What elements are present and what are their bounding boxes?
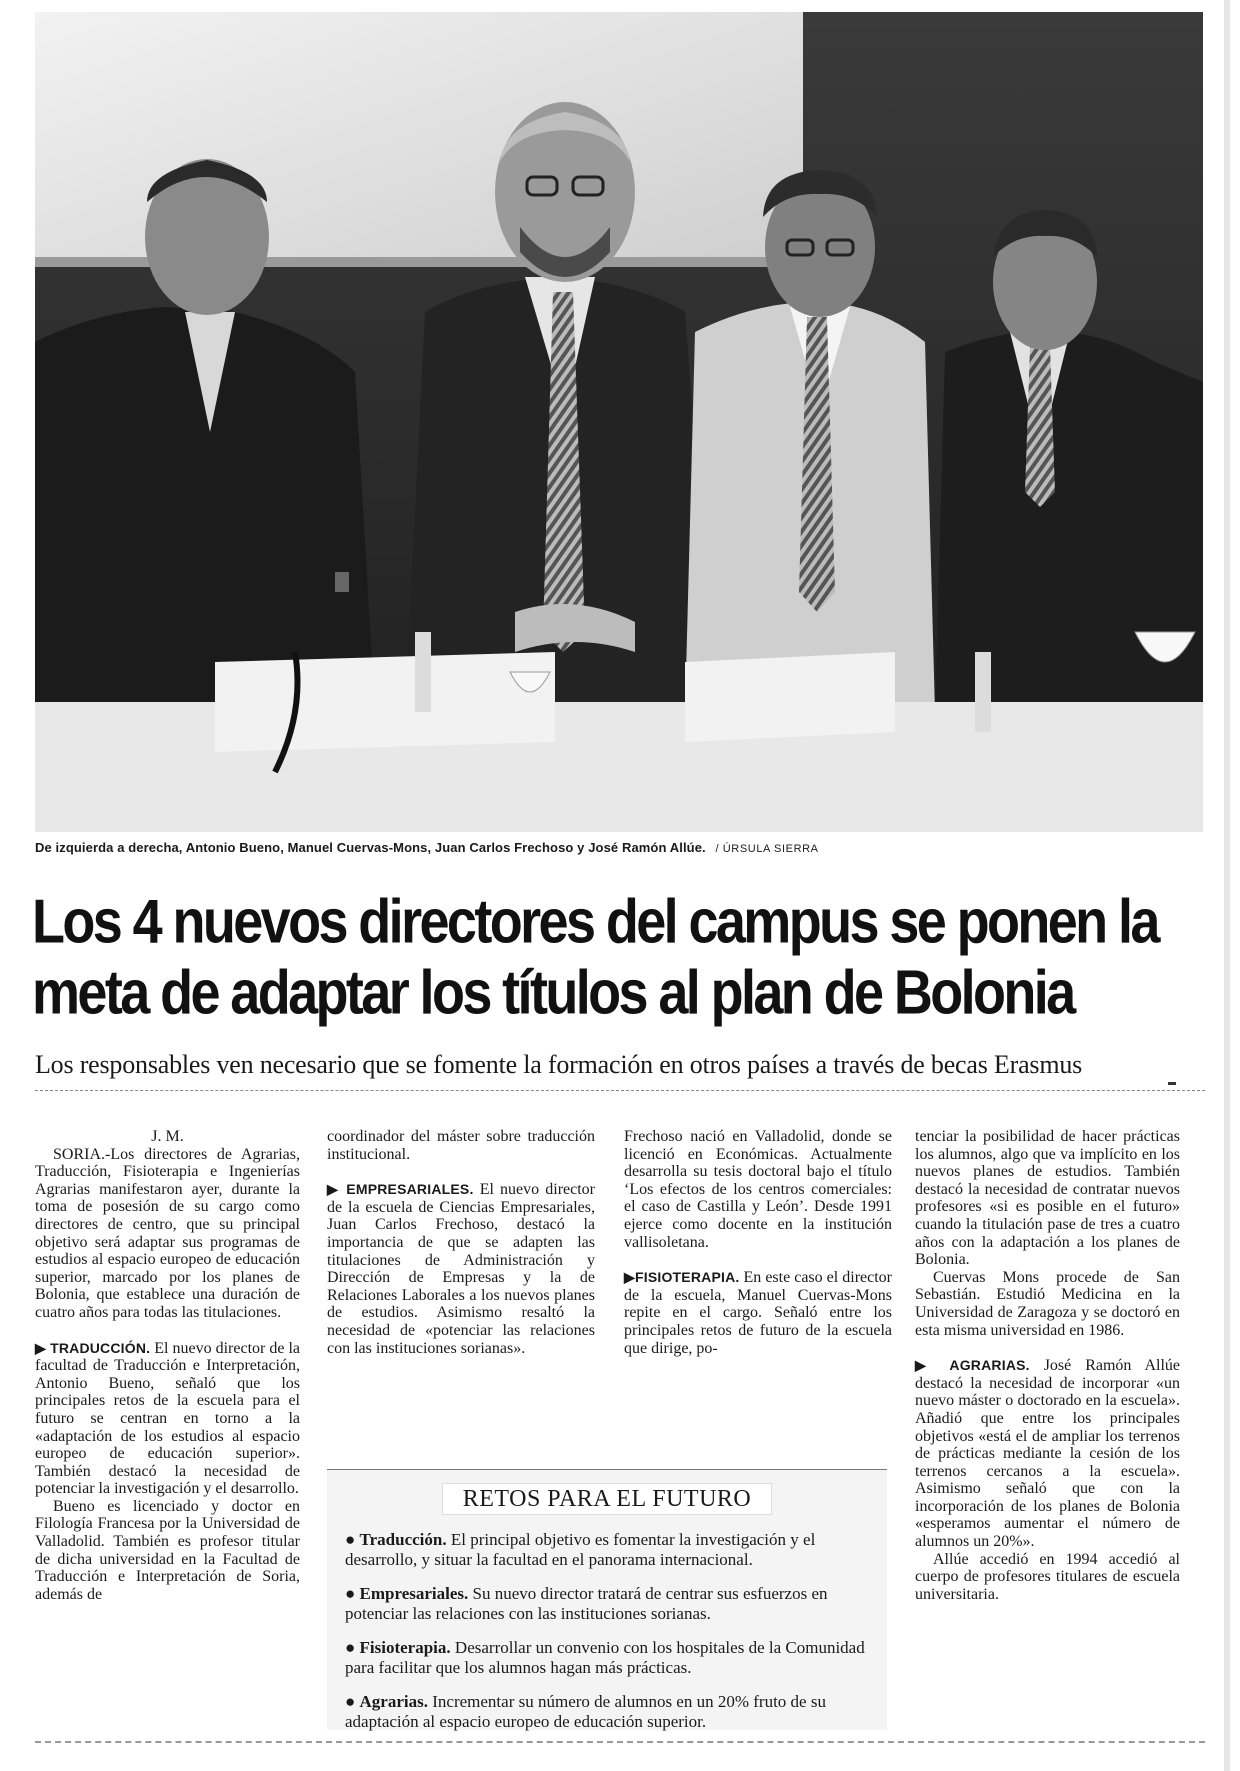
paragraph: coordinador del máster sobre traducción institucional. <box>327 1128 595 1163</box>
divider <box>35 1090 1205 1091</box>
photo-illustration <box>35 12 1203 832</box>
article-column-2 <box>327 1128 595 1357</box>
bullet-icon: ● <box>345 1692 356 1711</box>
headline: Los 4 nuevos directores del campus se ponen la meta de adaptar los títulos al plan de Bolonia <box>32 887 1158 1028</box>
box-title: RETOS PARA EL FUTURO <box>327 1486 887 1513</box>
paragraph: Cuervas Mons procede de San Sebastián. Estudió Medicina en la Universidad de Zaragoza y se doctoró en esta misma universidad en 1986. <box>915 1268 1180 1339</box>
news-photo <box>35 12 1203 832</box>
section-empresariales <box>327 1181 595 1357</box>
section-text: José Ramón Allúe destacó la necesidad de incorporar «un nuevo máster o doctorado en la escuela». Añadió que entre los principales objetivos «está el de ampliar los terrenos de prácticas mediante la cesión de los terrenos cercanos a la escuela». Asimismo señaló que con la incorporación de los planes de Bolonia «esperamos aumentar el número de alumnos un 20%». <box>915 1357 1181 1551</box>
box-item-label: Traducción. <box>359 1530 447 1549</box>
decorative-mark <box>1168 1082 1176 1085</box>
box-item-label: Fisioterapia. <box>359 1638 451 1657</box>
box-item-text: Incrementar su número de alumnos en un 20% fruto de su adaptación al espacio europeo de educación superior. <box>345 1692 826 1731</box>
section-text: El nuevo director de la facultad de Traducción e Interpretación, Antonio Bueno, señaló que los principales retos de la escuela para el futuro se centran en torno a la «adaptación de los estudios al espacio europeo de educación superior». También destacó la necesidad de potenciar la investigación y el desarrollo. <box>35 1339 301 1498</box>
paragraph: Allúe accedió en 1994 accedió al cuerpo de profesores titulares de escuela universitaria. <box>915 1550 1180 1603</box>
paragraph: Frechoso nació en Valladolid, donde se licenció en Económicas. Actualmente desarrolla su tesis doctoral bajo el título ‘Los efectos de los centros comerciales: el caso de Castilla y León’. Desde 1991 ejerce como docente en la institución vallisoletana. <box>624 1128 892 1251</box>
section-fisioterapia <box>624 1269 892 1357</box>
box-item <box>327 1523 887 1577</box>
bullet-icon: ● <box>345 1530 356 1549</box>
section-traduccion <box>35 1340 300 1498</box>
photo-caption <box>35 840 1203 855</box>
caption-text: De izquierda a derecha, Antonio Bueno, Manuel Cuervas-Mons, Juan Carlos Frechoso y José Ramón Allúe. <box>35 840 706 855</box>
paragraph: Bueno es licenciado y doctor en Filología Francesa por la Universidad de Valladolid. También es profesor titular de dicha universidad en la Facultad de Traducción e Interpretación de Soria, además de <box>35 1497 300 1603</box>
box-item <box>327 1685 887 1739</box>
box-item <box>327 1577 887 1631</box>
article-column-4 <box>915 1128 1180 1603</box>
section-head: ▶FISIOTERAPIA. <box>624 1269 740 1286</box>
article-column-1 <box>35 1128 300 1603</box>
box-item-text: Su nuevo director tratará de centrar sus esfuerzos en potenciar las relaciones con las instituciones sorianas. <box>345 1584 828 1623</box>
table <box>35 702 1203 832</box>
scan-edge <box>1224 0 1230 1771</box>
section-agrarias <box>915 1357 1180 1551</box>
box-item-text: Desarrollar un convenio con los hospitales de la Comunidad para facilitar que los alumnos hagan más prácticas. <box>345 1638 865 1677</box>
box-item-label: Empresariales. <box>359 1584 469 1603</box>
box-item-text: El principal objetivo es fomentar la investigación y el desarrollo, y situar la facultad en el panorama internacional. <box>345 1530 816 1569</box>
section-head: ▶ TRADUCCIÓN. <box>35 1339 151 1356</box>
byline: J. M. <box>151 1128 184 1145</box>
box-item-label: Agrarias. <box>359 1692 428 1711</box>
article-column-3 <box>624 1128 892 1357</box>
box-item <box>327 1631 887 1685</box>
section-head: ▶ AGRARIAS. <box>915 1357 1030 1374</box>
bullet-icon: ● <box>345 1638 356 1657</box>
paragraph: tenciar la posibilidad de hacer prácticas los alumnos, algo que va implícito en los nuevos planes de estudios. También destacó la necesidad de contratar nuevos profesores «si es posible en el futuro» cuando la titulación pase de tres a cuatro años con la adaptación a los planes de Bolonia. <box>915 1128 1180 1269</box>
paragraph: SORIA.-Los directores de Agrarias, Traducción, Fisioterapia e Ingenierías Agrarias manifestaron ayer, durante la toma de posesión de su cargo como directores de centro, que su principal objetivo será adaptar sus programas de estudios al espacio europeo de educación superior, marcado por los planes de Bolonia, que establece una duración de cuatro años para todas las titulaciones. <box>35 1145 300 1321</box>
subheadline: Los responsables ven necesario que se fomente la formación en otros países a través de becas Erasmus <box>35 1050 1083 1079</box>
sidebar-box-retos <box>327 1469 887 1730</box>
photo-credit: / ÚRSULA SIERRA <box>715 843 819 855</box>
section-text: En este caso el director de la escuela, Manuel Cuervas-Mons repite en el cargo. Señaló entre los principales retos de futuro de la escuela que dirige, po- <box>624 1269 893 1357</box>
bullet-icon: ● <box>345 1584 356 1603</box>
section-text: El nuevo director de la escuela de Ciencias Empresariales, Juan Carlos Frechoso, destacó la importancia de que se adapten las titulaciones de Administración y Dirección de Empresas y la de Relaciones Laborales a los nuevos planes de estudios. Asimismo resaltó la necesidad de «potenciar las relaciones con las instituciones sorianas». <box>327 1181 595 1357</box>
bottom-divider <box>35 1741 1205 1743</box>
section-head: ▶ EMPRESARIALES. <box>327 1181 474 1198</box>
